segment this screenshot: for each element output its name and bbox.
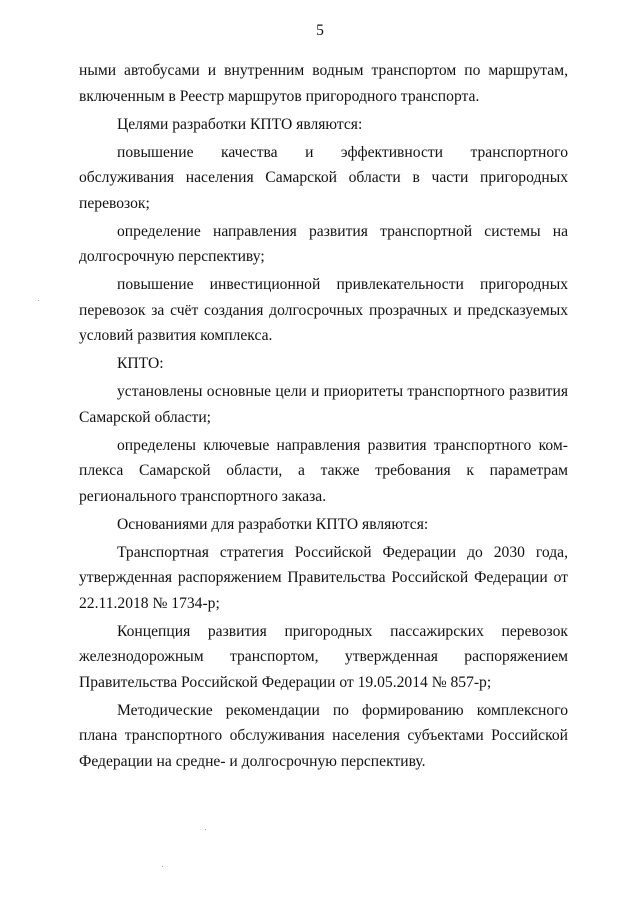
paragraph-kpto-intro: КПТО:: [117, 355, 164, 372]
body-text: [79, 58, 568, 777]
paragraph-goals-intro: Целями разработки КПТО являются:: [117, 115, 363, 133]
paragraph-kpto-goals: установлены основные цели и приоритеты транспортного развития Самарской области;: [79, 383, 568, 426]
scan-speck: [38, 300, 39, 301]
paragraph-goal-quality: повышение качества и эффективности транспортного обслуживания населения Самарской области в части пригородных перевозок;: [79, 143, 568, 212]
paragraph-goal-direction: определение направления развития транспортной системы на долгосрочную перспективу;: [79, 222, 568, 265]
paragraph-ground-methodology: Методические рекомендации по формированию комплексного плана транспортного обслуживания населения субъектами Российской Федерации на средне- и долгосрочную перспективу.: [79, 701, 568, 770]
page-number: 5: [316, 22, 324, 39]
paragraph-ground-concept: Концепция развития пригородных пассажирских перевозок железнодорожным транспортом, утвержденная распоряжением Правительства Российской Федерации от 19.05.2014 № 857-р;: [79, 622, 568, 691]
paragraph-goal-investment: повышение инвестиционной привлекательности пригородных перевозок за счёт создания долгосрочных прозрачных и предсказуемых условий развития комплекса.: [79, 276, 568, 344]
scan-speck: [162, 866, 163, 867]
paragraph-kpto-directions: определены ключевые направления развития транспортного комплекса Самарской области, а также требования к параметрам регионального транспортного заказа.: [79, 436, 568, 505]
paragraph-grounds-intro: Основаниями для разработки КПТО являются:: [117, 515, 429, 533]
paragraph-ground-strategy: Транспортная стратегия Российской Федерации до 2030 года, утвержденная распоряжением Правительства Российской Федерации от 22.11.2018 № 1734-р;: [79, 543, 568, 612]
scan-speck: [205, 829, 206, 830]
paragraph-continuation: ными автобусами и внутренним водным транспортом по маршрутам, включенным в Реестр маршрутов пригородного транспорта.: [79, 62, 568, 105]
